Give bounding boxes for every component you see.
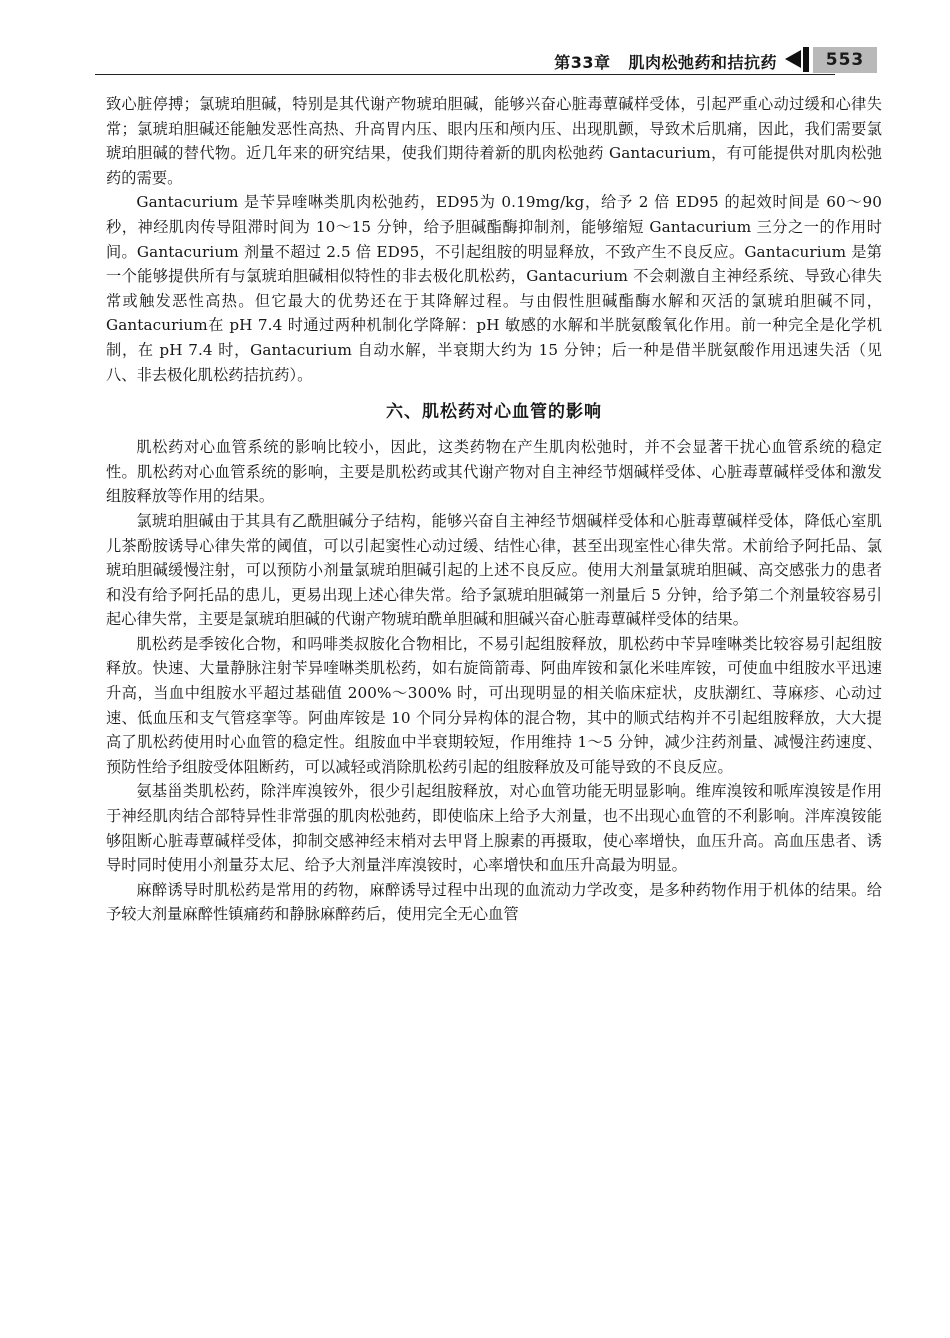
paragraph-succinylcholine: 氯琥珀胆碱由于其具有乙酰胆碱分子结构，能够兴奋自主神经节烟碱样受体和心脏毒蕈碱样受体，降低心室肌儿茶酚胺诱导心律失常的阈值，可以引起窦性心动过缓、结性心律，甚至出现室性心律失常。术前给予阿托品、氯琥珀胆碱缓慢注射，可以预防小剂量氯琥珀胆碱引起的上述不良反应。使用大剂量氯琥珀胆碱、高交感张力的患者和没有给予阿托品的患儿，更易出现上述心律失常。给予氯琥珀胆碱第一剂量后 5 分钟，给予第二个剂量较容易引起心律失常，主要是氯琥珀胆碱的代谢产物琥珀酰单胆碱和胆碱兴奋心脏毒蕈碱样受体的结果。 [106, 511, 882, 629]
header-rule [95, 74, 835, 75]
paragraph-gantacurium: Gantacurium 是苄异喹啉类肌肉松弛药，ED95为 0.19mg/kg，给予 2 倍 ED95 的起效时间是 60～90 秒，神经肌肉传导阻滞时间为 10～15 分钟，给予胆碱酯酶抑制剂，能够缩短 Gantacurium 三分之一的作用时间。Gantacurium 剂量不超过 2.5 倍 ED95，不引起组胺的明显释放，不致产生不良反应。Gantacurium 是第一个能够提供所有与氯琥珀胆碱相似特性的非去极化肌松药，Gantacurium 不会刺激自主神经系统、导致心律失常或触发恶性高热。但它最大的优势还在于其降解过程。与由假性胆碱酯酶水解和灭活的氯琥珀胆碱不同，Gantacurium在 pH 7.4 时通过两种机制化学降解：pH 敏感的水解和半胱氨酸氧化作用。前一种完全是化学机制，在 pH 7.4 时，Gantacurium 自动水解，半衰期大约为 15 分钟；后一种是借半胱氨酸作用迅速失活（见八、非去极化肌松药拮抗药）。 [106, 193, 882, 384]
left-arrow-icon [785, 50, 801, 68]
paragraph-cardio-overview: 肌松药对心血管系统的影响比较小，因此，这类药物在产生肌肉松弛时，并不会显著干扰心血管系统的稳定性。肌松药对心血管系统的影响，主要是肌松药或其代谢产物对自主神经节烟碱样受体、心脏毒蕈碱样受体和激发组胺释放等作用的结果。 [106, 438, 882, 506]
page-number: 553 [813, 47, 877, 73]
paragraph-continued: 致心脏停搏；氯琥珀胆碱，特别是其代谢产物琥珀胆碱，能够兴奋心脏毒蕈碱样受体，引起严重心动过缓和心律失常；氯琥珀胆碱还能触发恶性高热、升高胃内压、眼内压和颅内压、出现肌颤，导致术后肌痛，因此，我们需要氯琥珀胆碱的替代物。近几年来的研究结果，使我们期待着新的肌肉松弛药 Gantacurium，有可能提供对肌肉松弛药的需要。 [106, 95, 882, 187]
chapter-label: 第33章 [554, 53, 611, 72]
chapter-title: 肌肉松弛药和拮抗药 [628, 53, 777, 72]
section-heading: 六、肌松药对心血管的影响 [386, 402, 602, 423]
paragraph-histamine: 肌松药是季铵化合物，和吗啡类叔胺化合物相比，不易引起组胺释放，肌松药中苄异喹啉类比较容易引起组胺释放。快速、大量静脉注射苄异喹啉类肌松药，如右旋筒箭毒、阿曲库铵和氯化米哇库铵，可使血中组胺水平迅速升高，当血中组胺水平超过基础值 200%～300% 时，可出现明显的相关临床症状，皮肤潮红、荨麻疹、心动过速、低血压和支气管痉挛等。阿曲库铵是 10 个同分异构体的混合物，其中的顺式结构并不引起组胺释放，大大提高了肌松药使用时心血管的稳定性。组胺血中半衰期较短，作用维持 1～5 分钟，减少注药剂量、减慢注药速度、预防性给予组胺受体阻断药，可以减轻或消除肌松药引起的组胺释放及可能导致的不良反应。 [106, 634, 882, 776]
body-text [106, 92, 882, 927]
paragraph-induction: 麻醉诱导时肌松药是常用的药物，麻醉诱导过程中出现的血流动力学改变，是多种药物作用于机体的结果。给予较大剂量麻醉性镇痛药和静脉麻醉药后，使用完全无心血管 [106, 880, 882, 924]
divider-bar [803, 47, 809, 72]
running-head [95, 42, 877, 76]
running-head-title [554, 50, 777, 73]
paragraph-aminosteroid: 氨基甾类肌松药，除泮库溴铵外，很少引起组胺释放，对心血管功能无明显影响。维库溴铵和哌库溴铵是作用于神经肌肉结合部特异性非常强的肌肉松弛药，即使临床上给予大剂量，也不出现心血管的不利影响。泮库溴铵能够阻断心脏毒蕈碱样受体，抑制交感神经末梢对去甲肾上腺素的再摄取，使心率增快，血压升高。高血压患者、诱导时同时使用小剂量芬太尼、给予大剂量泮库溴铵时，心率增快和血压升高最为明显。 [106, 782, 882, 875]
